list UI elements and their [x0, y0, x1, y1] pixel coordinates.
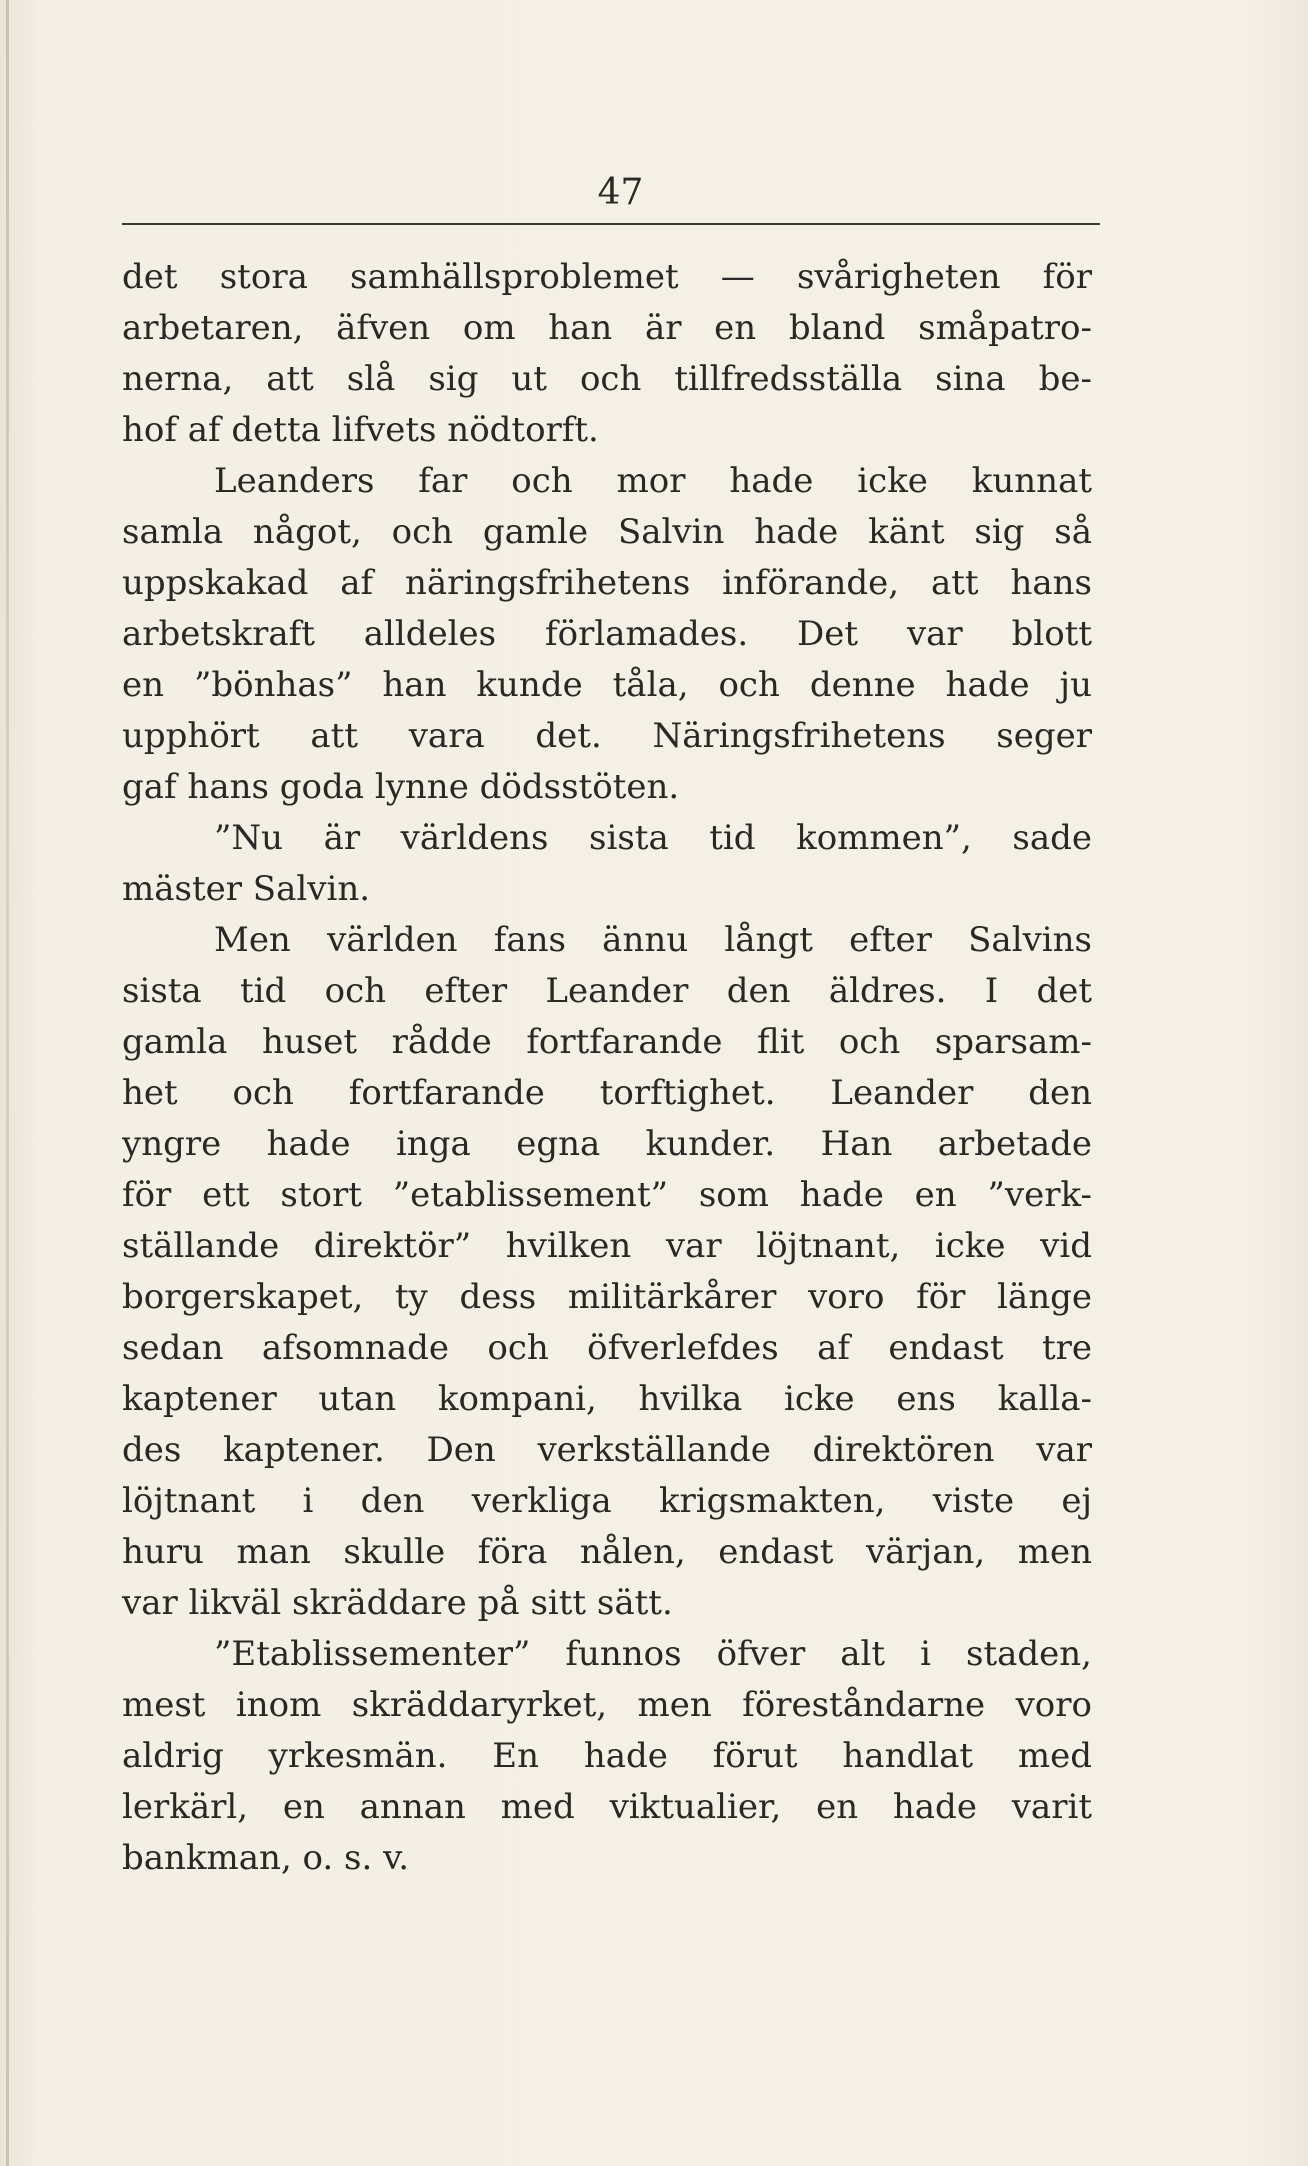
- text-line: het och fortfarande torftighet. Leander den: [122, 1073, 1092, 1113]
- text-line: samla något, och gamle Salvin hade känt sig så: [122, 512, 1092, 552]
- text-line: ställande direktör” hvilken var löjtnant, icke vid: [122, 1226, 1092, 1266]
- text-line: borgerskapet, ty dess militärkårer voro för länge: [122, 1277, 1092, 1317]
- text-line: yngre hade inga egna kunder. Han arbetade: [122, 1124, 1092, 1164]
- text-line: mest inom skräddaryrket, men föreståndarne voro: [122, 1685, 1092, 1725]
- text-line: gaf hans goda lynne dödsstöten.: [122, 767, 680, 807]
- header-rule: [122, 223, 1100, 225]
- text-line: upphört att vara det. Näringsfrihetens seger: [122, 716, 1092, 756]
- text-line: ”Etablissementer” funnos öfver alt i staden,: [214, 1634, 1092, 1674]
- text-line: var likväl skräddare på sitt sätt.: [122, 1583, 673, 1623]
- page-edge-shadow: [6, 0, 9, 2166]
- text-line: arbetskraft alldeles förlamades. Det var blott: [122, 614, 1092, 654]
- text-line: en ”bönhas” han kunde tåla, och denne hade ju: [122, 665, 1092, 705]
- text-line: bankman, o. s. v.: [122, 1838, 410, 1878]
- text-line: des kaptener. Den verkställande direktören var: [122, 1430, 1092, 1470]
- text-line: lerkärl, en annan med viktualier, en hade varit: [122, 1787, 1092, 1827]
- text-line: arbetaren, äfven om han är en bland småpatro-: [122, 308, 1092, 348]
- text-line: sedan afsomnade och öfverlefdes af endast tre: [122, 1328, 1092, 1368]
- text-line: aldrig yrkesmän. En hade förut handlat med: [122, 1736, 1092, 1776]
- text-line: gamla huset rådde fortfarande flit och sparsam-: [122, 1022, 1092, 1062]
- text-line: hof af detta lifvets nödtorft.: [122, 410, 599, 450]
- page-number: [0, 172, 1235, 213]
- text-line: löjtnant i den verkliga krigsmakten, viste ej: [122, 1481, 1092, 1521]
- text-line: uppskakad af näringsfrihetens införande, att hans: [122, 563, 1092, 603]
- page-number-text: 47: [597, 172, 644, 213]
- text-line: sista tid och efter Leander den äldres. I det: [122, 971, 1092, 1011]
- body-text: [122, 252, 1092, 1884]
- text-line: det stora samhällsproblemet — svårigheten för: [122, 257, 1092, 297]
- text-line: kaptener utan kompani, hvilka icke ens kalla-: [122, 1379, 1092, 1419]
- text-line: ”Nu är världens sista tid kommen”, sade: [214, 818, 1092, 858]
- text-line: Men världen fans ännu långt efter Salvins: [214, 920, 1092, 960]
- text-line: mäster Salvin.: [122, 869, 371, 909]
- text-line: nerna, att slå sig ut och tillfredsställa sina be-: [122, 359, 1092, 399]
- text-line: för ett stort ”etablissement” som hade en ”verk-: [122, 1175, 1092, 1215]
- text-line: huru man skulle föra nålen, endast värjan, men: [122, 1532, 1092, 1572]
- text-line: Leanders far och mor hade icke kunnat: [214, 461, 1092, 501]
